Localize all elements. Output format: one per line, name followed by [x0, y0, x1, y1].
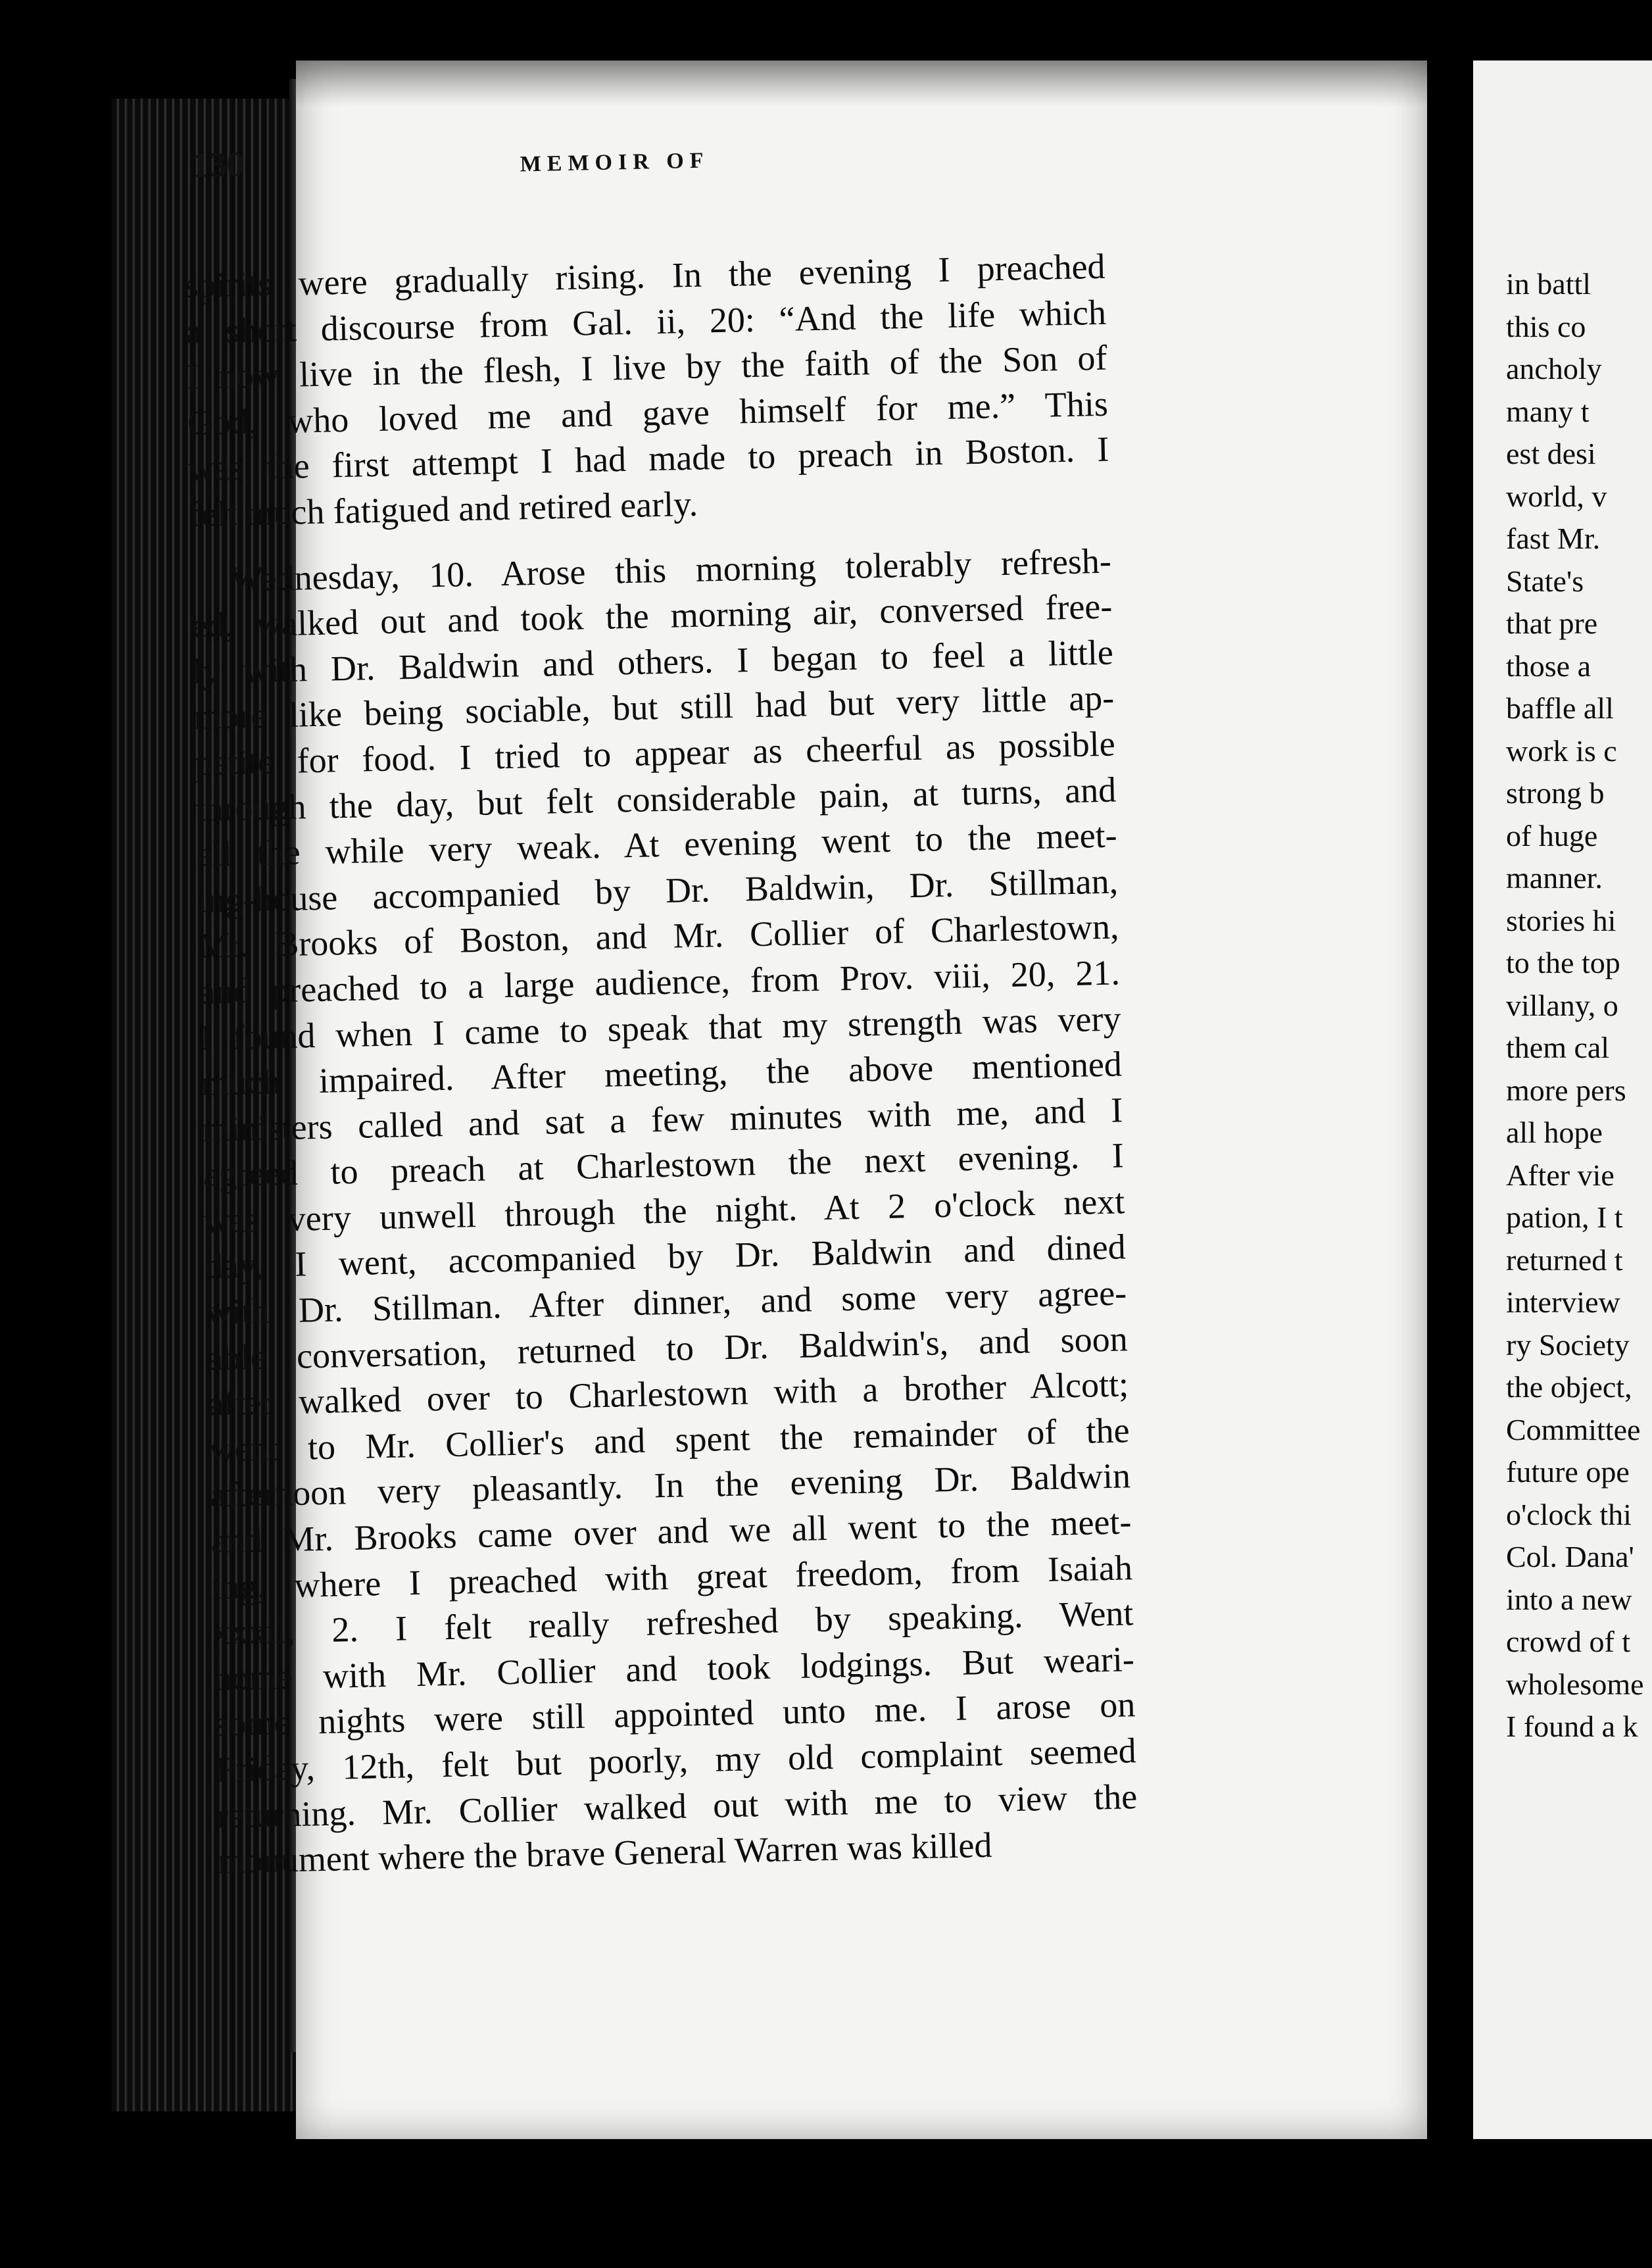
text-line: of huge [1506, 818, 1598, 852]
paragraph-1 [184, 244, 1110, 538]
text-line: home with Mr. Collier and took lodgings. But weari- [213, 1639, 1135, 1698]
page-number: 130 [191, 144, 245, 185]
text-line: to the top [1506, 946, 1620, 979]
text-line: Committee [1506, 1412, 1641, 1446]
text-line: many t [1506, 394, 1590, 428]
text-line: much impaired. After meeting, the above mentioned [201, 1044, 1123, 1103]
text-line: felt much fatigued and retired early. [189, 483, 698, 534]
text-line: o'clock thi [1506, 1497, 1632, 1531]
page-shadow [296, 61, 1427, 107]
text-line: Wednesday, 10. Arose this morning tolerably refresh- [230, 541, 1112, 599]
text-line: pation, I t [1506, 1200, 1623, 1234]
text-line: ing-house accompanied by Dr. Baldwin, Dr. Stillman, [197, 861, 1119, 920]
text-line: that pre [1506, 606, 1598, 640]
text-line: returned t [1506, 1243, 1623, 1277]
text-line: ancholy [1506, 352, 1602, 385]
text-line: ry Society [1506, 1327, 1630, 1362]
text-line: God, who loved me and gave himself for me.” This [187, 383, 1109, 443]
text-line: wholesome [1506, 1667, 1644, 1701]
text-line: agreed to preach at Charlestown the next evening. I [203, 1135, 1125, 1195]
running-title: MEMOIR OF [520, 148, 710, 177]
paragraph-2 [190, 538, 1138, 1885]
text-line: fast Mr. [1506, 522, 1601, 555]
text-line: ed, walked out and took the morning air, conversed free- [191, 586, 1113, 646]
text-line: interview [1506, 1285, 1620, 1319]
text-line: a short discourse from Gal. ii, 20: “And the life which [185, 292, 1107, 351]
text-line: after walked over to Charlestown with a brother Alcott; [207, 1364, 1129, 1423]
text-line: was the first attempt I had made to preach in Boston. I [187, 429, 1109, 489]
text-line: est desi [1506, 437, 1596, 470]
text-line: and preached to a large audience, from Prov. viii, 20, 21. [199, 952, 1121, 1012]
text-line: with Dr. Stillman. After dinner, and some very agree- [205, 1273, 1127, 1332]
text-line: able conversation, returned to Dr. Baldwin's, and soon [206, 1318, 1129, 1378]
text-line: went to Mr. Collier's and spent the remainder of the [208, 1410, 1130, 1469]
text-line: ministers called and sat a few minutes with me, and I [201, 1090, 1123, 1149]
text-line: baffle all [1506, 691, 1614, 725]
text-line: them cal [1506, 1031, 1610, 1064]
text-line: crowd of t [1506, 1625, 1631, 1658]
text-line: spirits were gradually rising. In the evening I preached [184, 246, 1106, 305]
text-line: world, v [1506, 479, 1607, 513]
body-text [184, 244, 1138, 1885]
text-line: monument where the brave General Warren was killed [217, 1825, 992, 1881]
text-line: After vie [1506, 1158, 1615, 1192]
text-line: State's [1506, 564, 1584, 598]
text-line: day, I went, accompanied by Dr. Baldwin and dined [205, 1227, 1127, 1287]
text-line: I now live in the flesh, I live by the faith of the Son of [185, 337, 1107, 397]
text-line: those a [1506, 649, 1591, 683]
text-line: stories hi [1506, 903, 1616, 937]
text-line: in battl [1506, 267, 1591, 301]
text-line: Mr. Brooks of Boston, and Mr. Collier of Charlestown, [198, 906, 1120, 966]
text-line: all hope [1506, 1116, 1603, 1149]
text-line: strong b [1506, 776, 1605, 810]
text-line: I found a k [1506, 1710, 1638, 1743]
text-line: afternoon very pleasantly. In the evening Dr. Baldwin [209, 1456, 1131, 1516]
text-line: ly with Dr. Baldwin and others. I began to feel a little [192, 632, 1114, 691]
text-line: ing, where I preached with great freedom, from Isaiah [211, 1547, 1133, 1607]
text-line: returning. Mr. Collier walked out with me to view the [216, 1776, 1138, 1836]
text-line: was very unwell through the night. At 2 o'clock next [203, 1181, 1125, 1241]
text-line: and Mr. Brooks came over and we all went to the meet- [210, 1502, 1132, 1561]
text-line: this co [1506, 309, 1586, 343]
text-line: petite for food. I tried to appear as cheerful as possible [194, 724, 1116, 783]
text-line: xxxii, 2. I felt really refreshed by speaking. Went [212, 1593, 1134, 1652]
text-line: some nights were still appointed unto me. I arose on [214, 1685, 1136, 1744]
text-line: Friday, 12th, felt but poorly, my old complaint seemed [215, 1731, 1137, 1790]
text-line: the object, [1506, 1370, 1632, 1404]
text-line: into a new [1506, 1582, 1632, 1616]
facing-page-text [1506, 263, 1652, 1748]
text-line: work is c [1506, 733, 1617, 768]
text-line: more pers [1506, 1073, 1626, 1107]
text-line: villany, o [1506, 988, 1618, 1022]
text-line: manner. [1506, 861, 1603, 895]
text-line: more like being sociable, but still had but very little ap- [193, 678, 1115, 737]
text-line: I found when I came to speak that my strength was very [200, 998, 1121, 1058]
text-line: Col. Dana' [1506, 1540, 1634, 1573]
text-line: future ope [1506, 1455, 1630, 1489]
text-line: through the day, but felt considerable pain, at turns, and [195, 770, 1117, 829]
text-line: all the while very weak. At evening went to the meet- [196, 815, 1118, 874]
